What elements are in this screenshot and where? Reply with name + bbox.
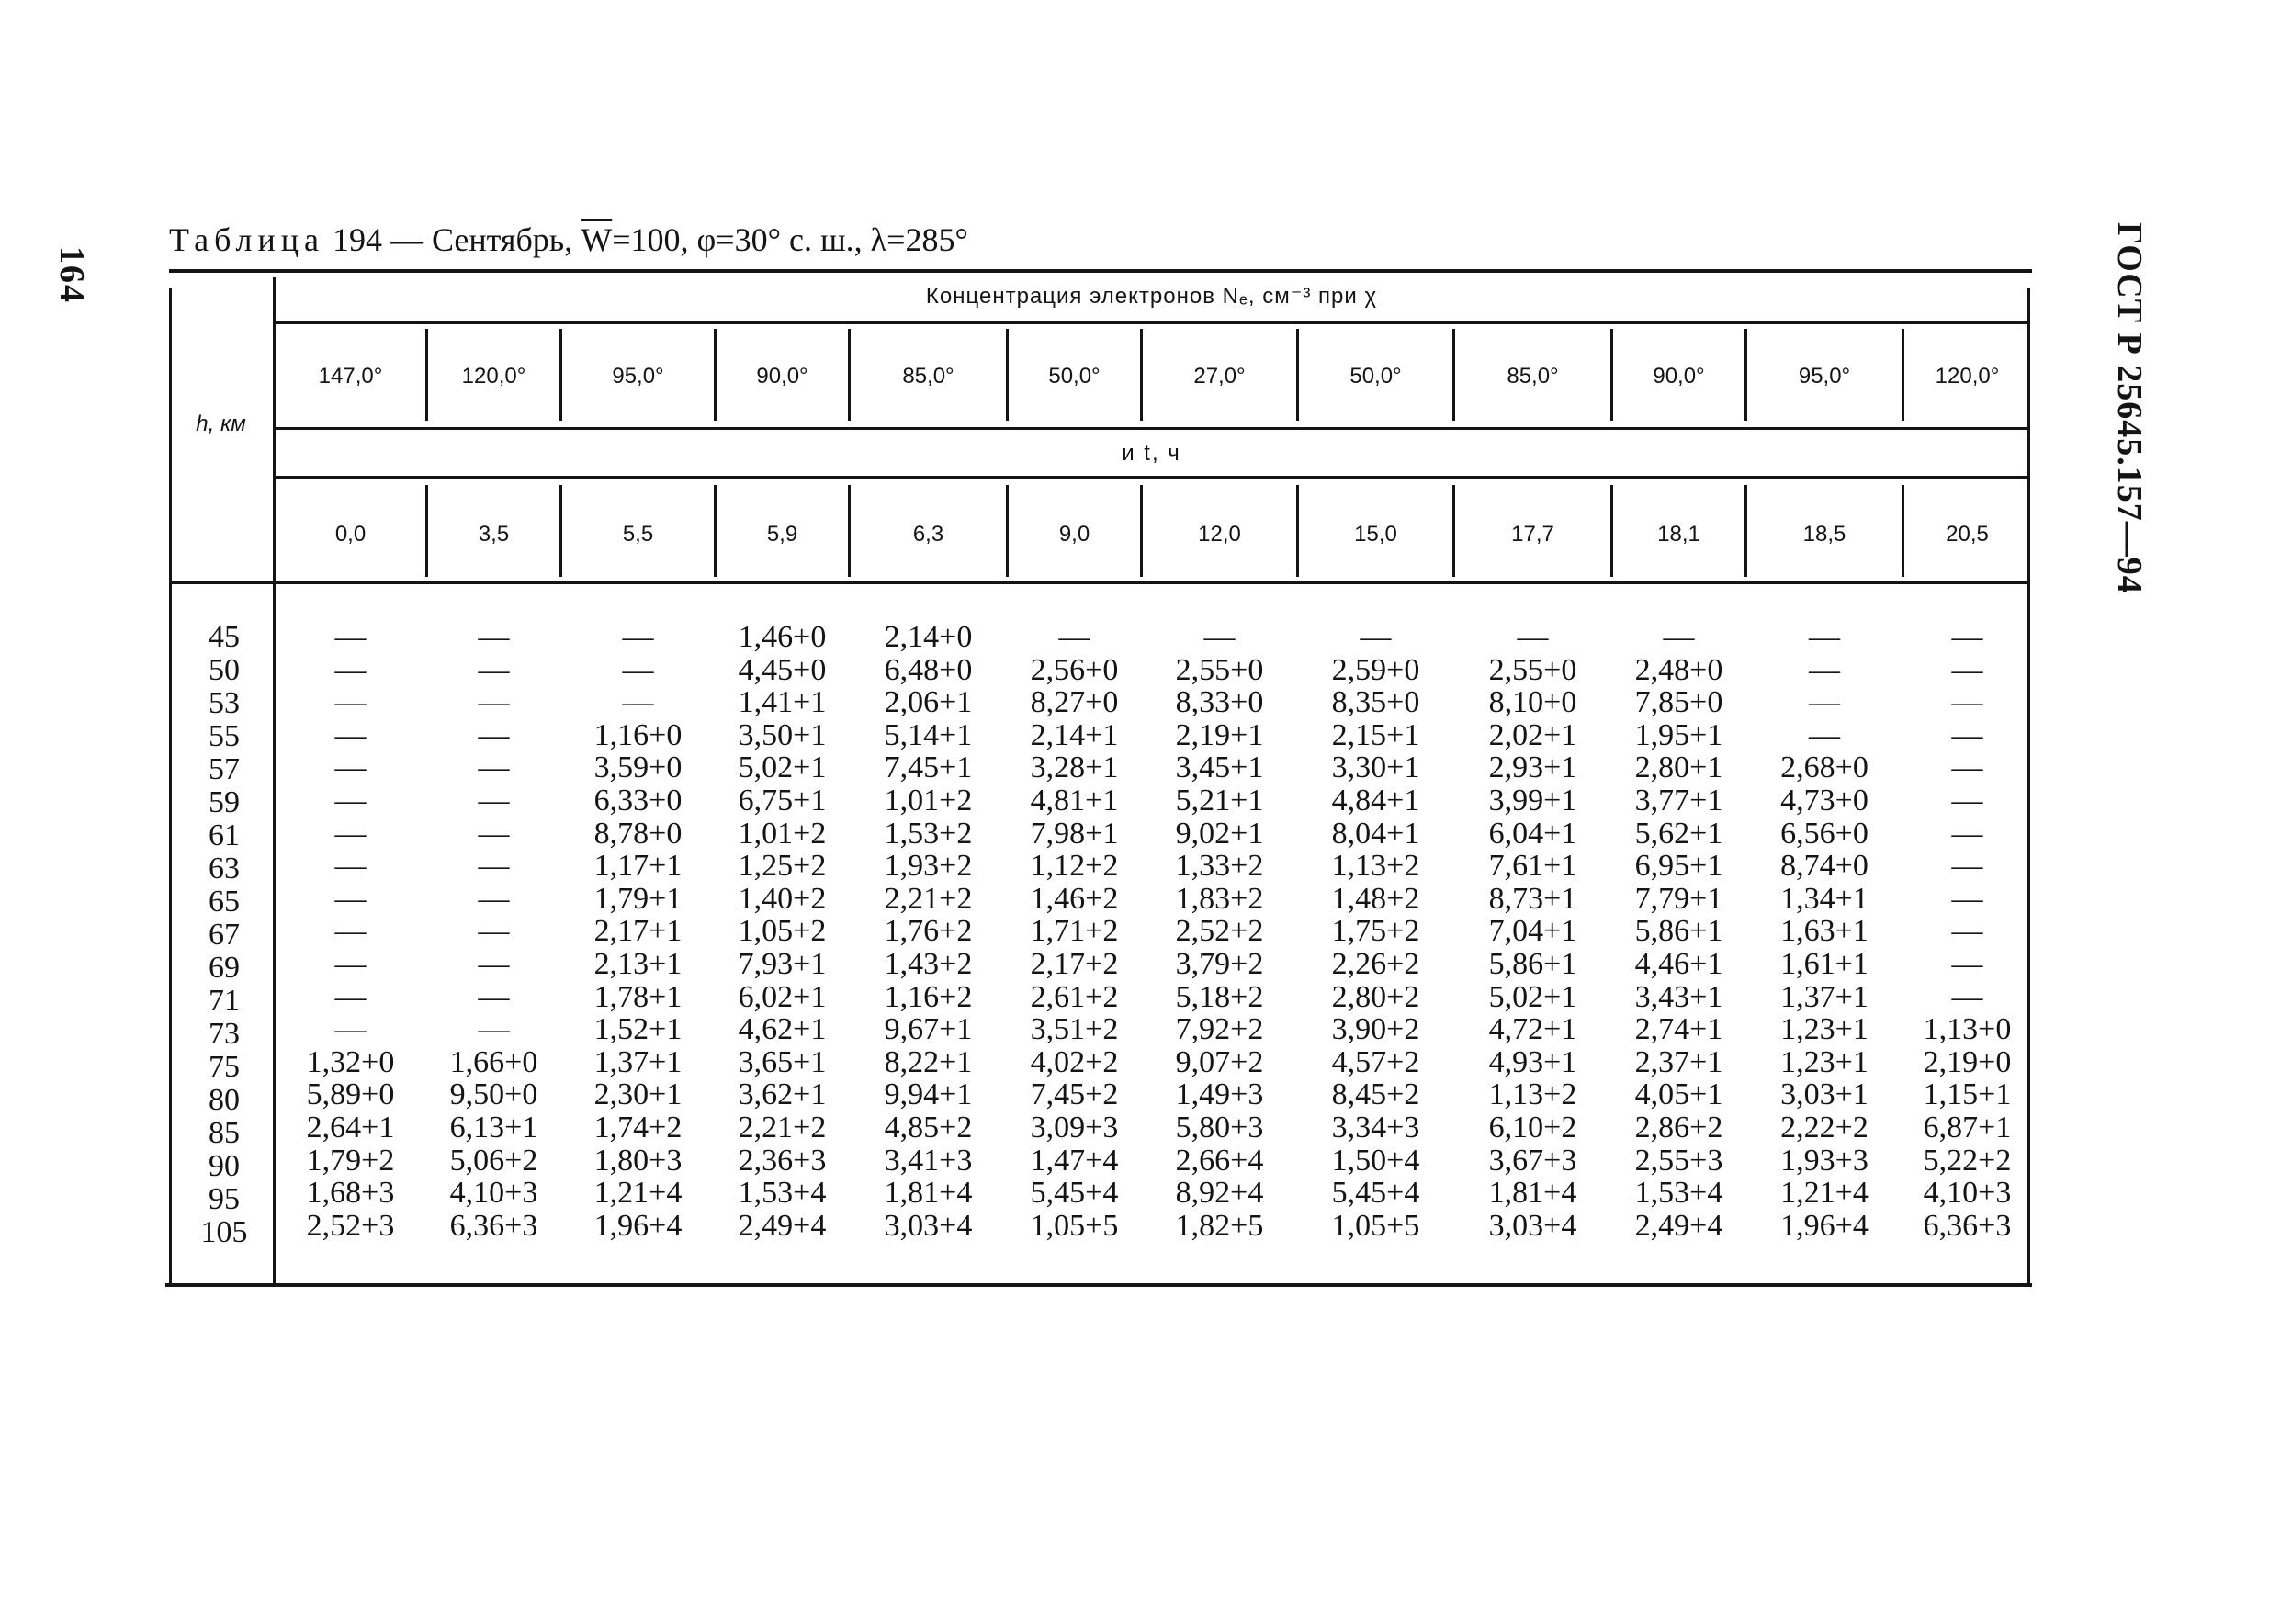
table-cell: 4,57+2 — [1331, 1044, 1420, 1079]
table-cell: 7,93+1 — [738, 947, 827, 981]
height-value: 75 — [209, 1050, 240, 1084]
table-cell: 1,63+1 — [1780, 914, 1869, 949]
table-cell: 9,02+1 — [1175, 816, 1264, 851]
table-cell: 6,36+3 — [449, 1208, 538, 1243]
table-cell: 2,52+2 — [1175, 914, 1264, 949]
table-cell: 3,79+2 — [1175, 947, 1264, 981]
table-cell: 1,46+2 — [1030, 881, 1119, 916]
height-value: 59 — [209, 785, 240, 819]
table-cell: 1,13+0 — [1923, 1012, 2012, 1047]
table-cell: 1,33+2 — [1175, 849, 1264, 884]
table-cell: 2,13+1 — [593, 947, 683, 981]
title-label: Таблица — [169, 221, 324, 258]
height-value: 71 — [209, 984, 240, 1018]
table-cell: 3,09+3 — [1030, 1111, 1119, 1145]
document-code: ГОСТ Р 25645.157—94 — [2110, 222, 2149, 594]
table-cell: 1,83+2 — [1175, 881, 1264, 916]
table-cell: 2,30+1 — [593, 1077, 683, 1112]
table-cell: 3,77+1 — [1634, 784, 1723, 818]
table-cell: — — [478, 685, 510, 720]
table-cell: 3,90+2 — [1331, 1012, 1420, 1047]
chi-angle-header: 95,0° — [1798, 364, 1851, 389]
table-cell: — — [1809, 717, 1840, 752]
table-cell: 4,73+0 — [1780, 784, 1869, 818]
table-cell: 2,19+0 — [1923, 1044, 2012, 1079]
local-time-header: 18,1 — [1657, 522, 1700, 547]
table-cell: 7,61+1 — [1488, 849, 1577, 884]
table-cell: 4,72+1 — [1488, 1012, 1577, 1047]
table-cell: — — [478, 881, 510, 916]
table-cell: 1,17+1 — [593, 849, 683, 884]
title-w-symbol: $\overline{W}$ — [581, 221, 613, 258]
table-cell: 1,79+1 — [593, 881, 683, 916]
table-cell: 1,76+2 — [884, 914, 973, 949]
table-cell: 2,17+1 — [593, 914, 683, 949]
page-number: 164 — [52, 246, 91, 304]
height-value: 50 — [209, 653, 240, 687]
table-cell: 4,05+1 — [1634, 1077, 1723, 1112]
table-cell: — — [334, 979, 367, 1014]
table-cell: 1,53+2 — [884, 816, 973, 851]
table-cell: 6,87+1 — [1923, 1111, 2012, 1145]
table-cell: 4,45+0 — [738, 652, 827, 687]
table-cell: 5,62+1 — [1634, 816, 1723, 851]
table-cell: 1,23+1 — [1780, 1044, 1869, 1079]
table-cell: 6,13+1 — [449, 1111, 538, 1145]
table-cell: 3,62+1 — [738, 1077, 827, 1112]
table-cell: 8,74+0 — [1780, 849, 1869, 884]
table-cell: — — [1951, 750, 1983, 785]
table-cell: 2,49+4 — [738, 1208, 827, 1243]
table-cell: 9,50+0 — [449, 1077, 538, 1112]
table-cell: 1,79+2 — [306, 1143, 395, 1178]
table-cell: 1,05+5 — [1331, 1208, 1420, 1243]
table-cell: 8,22+1 — [884, 1044, 973, 1079]
chi-angle-header: 120,0° — [461, 364, 526, 389]
table-cell: — — [334, 947, 367, 981]
table-cell: — — [334, 717, 367, 752]
table-cell: 3,03+4 — [884, 1208, 973, 1243]
table-cell: 1,81+4 — [1488, 1176, 1577, 1211]
table-cell: — — [1951, 816, 1983, 851]
table-cell: 6,33+0 — [593, 784, 683, 818]
chi-angle-header: 90,0° — [1653, 364, 1705, 389]
title-number: 194 — Сентябрь, — [323, 221, 581, 258]
chi-angle-header: 27,0° — [1193, 364, 1246, 389]
table-cell: 1,52+1 — [593, 1012, 683, 1047]
table-cell: 1,61+1 — [1780, 947, 1869, 981]
top-rule — [169, 269, 2032, 273]
table-cell: 1,16+0 — [593, 717, 683, 752]
table-cell: 1,43+2 — [884, 947, 973, 981]
table-cell: — — [1203, 620, 1236, 654]
table-cell: — — [478, 849, 510, 884]
table-cell: 6,36+3 — [1923, 1208, 2012, 1243]
table-cell: 1,37+1 — [1780, 979, 1869, 1014]
table-cell: — — [334, 1012, 367, 1047]
table-cell: 6,75+1 — [738, 784, 827, 818]
table-cell: 3,65+1 — [738, 1044, 827, 1079]
table-cell: — — [1058, 620, 1090, 654]
table-cell: 2,55+0 — [1488, 652, 1577, 687]
table-cell: 1,81+4 — [884, 1176, 973, 1211]
table-cell: 2,49+4 — [1634, 1208, 1723, 1243]
table-cell: 9,67+1 — [884, 1012, 973, 1047]
table-cell: 1,93+2 — [884, 849, 973, 884]
local-time-header: 5,5 — [622, 522, 654, 547]
table-cell: 5,21+1 — [1175, 784, 1264, 818]
group-header-rule — [273, 321, 2030, 324]
table-cell: — — [478, 947, 510, 981]
table-cell: 6,48+0 — [884, 652, 973, 687]
table-cell: 4,62+1 — [738, 1012, 827, 1047]
height-value: 67 — [209, 918, 240, 952]
table-cell: 1,12+2 — [1030, 849, 1119, 884]
table-cell: 8,33+0 — [1175, 685, 1264, 720]
table-title — [169, 220, 968, 259]
table-cell: 1,21+4 — [1780, 1176, 1869, 1211]
table-cell: — — [478, 816, 510, 851]
table-cell: 3,43+1 — [1634, 979, 1723, 1014]
table-cell: 2,68+0 — [1780, 750, 1869, 785]
table-cell: — — [1809, 620, 1840, 654]
table-cell: 1,15+1 — [1923, 1077, 2012, 1112]
time-header-rule — [273, 476, 2030, 479]
local-time-header: 12,0 — [1198, 522, 1241, 547]
table-cell: 1,96+4 — [1780, 1208, 1869, 1243]
chi-angle-header: 147,0° — [318, 364, 383, 389]
local-time-header: 3,5 — [478, 522, 510, 547]
table-cell: 1,37+1 — [593, 1044, 683, 1079]
table-cell: 1,53+4 — [1634, 1176, 1723, 1211]
table-cell: 1,75+2 — [1331, 914, 1420, 949]
table-cell: 1,21+4 — [593, 1176, 683, 1211]
table-cell: — — [334, 750, 367, 785]
table-cell: 1,13+2 — [1488, 1077, 1577, 1112]
table-cell: 1,05+5 — [1030, 1208, 1119, 1243]
table-cell: — — [334, 685, 367, 720]
table-cell: 8,73+1 — [1488, 881, 1577, 916]
height-column-header: h, км — [196, 412, 246, 436]
table-cell: 2,80+1 — [1634, 750, 1723, 785]
table-cell: — — [1951, 717, 1983, 752]
table-cell: 7,98+1 — [1030, 816, 1119, 851]
table-cell: 2,19+1 — [1175, 717, 1264, 752]
table-cell: 5,02+1 — [1488, 979, 1577, 1014]
table-cell: 2,02+1 — [1488, 717, 1577, 752]
chi-angle-header: 95,0° — [612, 364, 664, 389]
table-cell: 7,79+1 — [1634, 881, 1723, 916]
table-cell: 1,47+4 — [1030, 1143, 1119, 1178]
table-cell: 2,14+0 — [884, 620, 973, 654]
table-cell: 1,71+2 — [1030, 914, 1119, 949]
height-value: 45 — [209, 620, 240, 654]
table-cell: 1,82+5 — [1175, 1208, 1264, 1243]
table-cell: 6,02+1 — [738, 979, 827, 1014]
table-cell: 1,49+3 — [1175, 1077, 1264, 1112]
table-cell: — — [1360, 620, 1392, 654]
table-cell: 8,27+0 — [1030, 685, 1119, 720]
table-cell: — — [1951, 979, 1983, 1014]
local-time-header: 18,5 — [1802, 522, 1846, 547]
table-cell: — — [1951, 849, 1983, 884]
table-cell: 2,93+1 — [1488, 750, 1577, 785]
table-cell: 1,66+0 — [449, 1044, 538, 1079]
local-time-header: 5,9 — [766, 522, 798, 547]
chi-angle-header: 90,0° — [756, 364, 808, 389]
table-cell: 3,03+4 — [1488, 1208, 1577, 1243]
table-cell: — — [622, 685, 654, 720]
table-cell: 4,02+2 — [1030, 1044, 1119, 1079]
table-cell: 1,01+2 — [738, 816, 827, 851]
table-cell: 1,46+0 — [738, 620, 827, 654]
table-cell: 3,41+3 — [884, 1143, 973, 1178]
table-cell: 2,06+1 — [884, 685, 973, 720]
table-cell: 5,80+3 — [1175, 1111, 1264, 1145]
table-cell: 2,74+1 — [1634, 1012, 1723, 1047]
table-cell: 5,86+1 — [1488, 947, 1577, 981]
height-column — [180, 621, 268, 1249]
table-cell: 1,50+4 — [1331, 1143, 1420, 1178]
height-value: 105 — [200, 1215, 248, 1249]
table-cell: 1,05+2 — [738, 914, 827, 949]
table-cell: 7,04+1 — [1488, 914, 1577, 949]
table-cell: 1,80+3 — [593, 1143, 683, 1178]
table-cell: — — [1951, 620, 1983, 654]
table-cell: 1,95+1 — [1634, 717, 1723, 752]
table-cell: 2,17+2 — [1030, 947, 1119, 981]
chi-angle-header: 50,0° — [1349, 364, 1402, 389]
table-cell: 5,89+0 — [306, 1077, 395, 1112]
height-value: 63 — [209, 851, 240, 885]
local-time-header: 6,3 — [912, 522, 944, 547]
table-cell: 2,21+2 — [884, 881, 973, 916]
table-cell: 2,56+0 — [1030, 652, 1119, 687]
table-cell: 5,45+4 — [1331, 1176, 1420, 1211]
chi-angle-header: 50,0° — [1048, 364, 1101, 389]
table-cell: 4,81+1 — [1030, 784, 1119, 818]
height-value: 73 — [209, 1017, 240, 1051]
table-cell: 1,34+1 — [1780, 881, 1869, 916]
table-cell: 1,40+2 — [738, 881, 827, 916]
local-time-header: 0,0 — [334, 522, 367, 547]
table-cell: — — [622, 652, 654, 687]
table-cell: 1,13+2 — [1331, 849, 1420, 884]
table-cell: 2,55+0 — [1175, 652, 1264, 687]
height-value: 53 — [209, 686, 240, 720]
table-cell: 9,07+2 — [1175, 1044, 1264, 1079]
table-cell: — — [622, 620, 654, 654]
table-cell: 1,32+0 — [306, 1044, 395, 1079]
table-cell: — — [1951, 947, 1983, 981]
table-cell: 7,85+0 — [1634, 685, 1723, 720]
table-cell: 9,94+1 — [884, 1077, 973, 1112]
table-cell: — — [334, 620, 367, 654]
table-cell: 6,56+0 — [1780, 816, 1869, 851]
table-cell: — — [478, 784, 510, 818]
table-cell: 2,52+3 — [306, 1208, 395, 1243]
concentration-header: Концентрация электронов Nₑ, см⁻³ при χ — [925, 284, 1378, 309]
table-cell: 1,96+4 — [593, 1208, 683, 1243]
table-cell: 2,86+2 — [1634, 1111, 1723, 1145]
title-params: =100, φ=30° с. ш., λ=285° — [612, 221, 968, 258]
table-cell: 2,61+2 — [1030, 979, 1119, 1014]
table-cell: 2,14+1 — [1030, 717, 1119, 752]
table-cell: 1,23+1 — [1780, 1012, 1869, 1047]
local-time-header: 17,7 — [1511, 522, 1554, 547]
height-value: 69 — [209, 951, 240, 985]
table-cell: 1,25+2 — [738, 849, 827, 884]
table-cell: 2,55+3 — [1634, 1143, 1723, 1178]
local-time-header: 20,5 — [1946, 522, 1989, 547]
table-cell: 1,41+1 — [738, 685, 827, 720]
table-cell: 8,04+1 — [1331, 816, 1420, 851]
table-cell: 2,22+2 — [1780, 1111, 1869, 1145]
table-cell: 3,45+1 — [1175, 750, 1264, 785]
table-cell: 3,59+0 — [593, 750, 683, 785]
table-cell: 7,92+2 — [1175, 1012, 1264, 1047]
height-value: 95 — [209, 1182, 240, 1216]
table-cell: — — [334, 784, 367, 818]
table-cell: 5,45+4 — [1030, 1176, 1119, 1211]
table-cell: 5,22+2 — [1923, 1143, 2012, 1178]
table-cell: 2,66+4 — [1175, 1143, 1264, 1178]
table-cell: — — [334, 881, 367, 916]
height-value: 90 — [209, 1149, 240, 1183]
table-cell: 4,85+2 — [884, 1111, 973, 1145]
table-cell: 4,93+1 — [1488, 1044, 1577, 1079]
table-cell: — — [1663, 620, 1695, 654]
table-cell: — — [1951, 881, 1983, 916]
table-cell: 2,37+1 — [1634, 1044, 1723, 1079]
table-cell: — — [478, 750, 510, 785]
local-time-header: 15,0 — [1354, 522, 1397, 547]
table-cell: 8,92+4 — [1175, 1176, 1264, 1211]
table-cell: 5,06+2 — [449, 1143, 538, 1178]
table-cell: 3,50+1 — [738, 717, 827, 752]
table-cell: — — [334, 914, 367, 949]
table-cell: 7,45+1 — [884, 750, 973, 785]
table-cell: 2,48+0 — [1634, 652, 1723, 687]
table-cell: 3,28+1 — [1030, 750, 1119, 785]
table-cell: 3,03+1 — [1780, 1077, 1869, 1112]
table-cell: 2,80+2 — [1331, 979, 1420, 1014]
height-value: 61 — [209, 818, 240, 852]
table-cell: 8,78+0 — [593, 816, 683, 851]
table-cell: — — [478, 914, 510, 949]
table-cell: 1,01+2 — [884, 784, 973, 818]
table-cell: 4,84+1 — [1331, 784, 1420, 818]
chi-row-rule — [273, 427, 2030, 430]
table-cell: — — [334, 816, 367, 851]
table-cell: — — [334, 849, 367, 884]
table-cell: 4,46+1 — [1634, 947, 1723, 981]
table-cell: 5,02+1 — [738, 750, 827, 785]
bottom-rule — [165, 1283, 2032, 1287]
height-value: 55 — [209, 719, 240, 753]
height-value: 57 — [209, 752, 240, 786]
table-cell: — — [1951, 914, 1983, 949]
table-cell: 2,26+2 — [1331, 947, 1420, 981]
height-value: 85 — [209, 1116, 240, 1150]
local-time-header: 9,0 — [1058, 522, 1090, 547]
table-cell: 1,68+3 — [306, 1176, 395, 1211]
time-header: и t, ч — [1122, 441, 1181, 466]
table-cell: 6,04+1 — [1488, 816, 1577, 851]
table-cell: 3,34+3 — [1331, 1111, 1420, 1145]
table-cell: 2,36+3 — [738, 1143, 827, 1178]
table-cell: 7,45+2 — [1030, 1077, 1119, 1112]
chi-angle-header: 85,0° — [902, 364, 954, 389]
table-cell: — — [1517, 620, 1549, 654]
table-cell: 3,30+1 — [1331, 750, 1420, 785]
table-cell: — — [1809, 652, 1840, 687]
table-cell: — — [478, 717, 510, 752]
table-cell: 6,95+1 — [1634, 849, 1723, 884]
table-cell: — — [478, 979, 510, 1014]
table-cell: — — [478, 620, 510, 654]
table-cell: — — [1951, 685, 1983, 720]
table-cell: 8,35+0 — [1331, 685, 1420, 720]
height-value: 65 — [209, 885, 240, 919]
table-cell: 8,45+2 — [1331, 1077, 1420, 1112]
chi-angle-header: 120,0° — [1935, 364, 2000, 389]
height-value: 80 — [209, 1083, 240, 1117]
table-cell: 3,67+3 — [1488, 1143, 1577, 1178]
table-cell: — — [478, 652, 510, 687]
table-cell: 5,18+2 — [1175, 979, 1264, 1014]
table-cell: — — [334, 652, 367, 687]
table-cell: — — [478, 1012, 510, 1047]
table-cell: 5,14+1 — [884, 717, 973, 752]
chi-angle-header: 85,0° — [1507, 364, 1559, 389]
table-cell: 2,59+0 — [1331, 652, 1420, 687]
table-cell: 4,10+3 — [449, 1176, 538, 1211]
table-cell: 1,48+2 — [1331, 881, 1420, 916]
table-cell: 4,10+3 — [1923, 1176, 2012, 1211]
table-cell: 5,86+1 — [1634, 914, 1723, 949]
table-cell: 1,78+1 — [593, 979, 683, 1014]
table-cell: 1,53+4 — [738, 1176, 827, 1211]
table-cell: 1,74+2 — [593, 1111, 683, 1145]
table-cell: — — [1951, 784, 1983, 818]
header-bottom-rule — [169, 581, 2030, 584]
table-cell: 8,10+0 — [1488, 685, 1577, 720]
table-cell: 6,10+2 — [1488, 1111, 1577, 1145]
table-cell: 2,64+1 — [306, 1111, 395, 1145]
table-cell: 3,99+1 — [1488, 784, 1577, 818]
table-cell: 2,21+2 — [738, 1111, 827, 1145]
table-cell: — — [1951, 652, 1983, 687]
table-cell: — — [1809, 685, 1840, 720]
table-cell: 1,93+3 — [1780, 1143, 1869, 1178]
table-cell: 3,51+2 — [1030, 1012, 1119, 1047]
table-cell: 1,16+2 — [884, 979, 973, 1014]
table-cell: 2,15+1 — [1331, 717, 1420, 752]
